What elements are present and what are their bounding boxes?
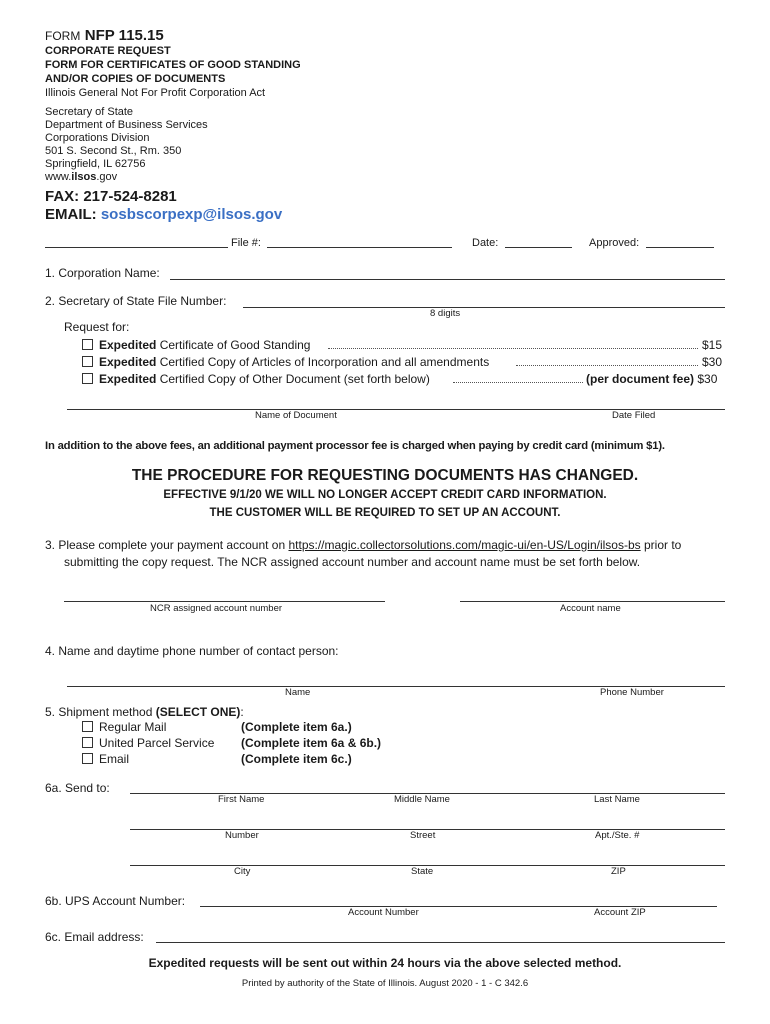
approved-label: Approved:	[589, 237, 640, 249]
web-prefix: www.	[45, 171, 72, 183]
checkbox-icon[interactable]	[82, 721, 93, 732]
checkbox-icon[interactable]	[82, 753, 93, 764]
street-label: Street	[410, 830, 436, 841]
fee-note: (per document fee)	[586, 372, 695, 386]
expedited-notice: Expedited requests will be sent out within 24 hours via the above selected method.	[148, 956, 622, 970]
shipment-note: (Complete item 6a & 6b.)	[241, 736, 382, 750]
shipment-label-text: 5. Shipment method	[45, 705, 153, 719]
processor-fee-notice: In addition to the above fees, an additional payment processor fee is charged when paying by credit card (minimum $1).	[45, 440, 665, 452]
request-option-articles[interactable]	[82, 355, 489, 369]
send-to-label: 6a. Send to:	[45, 781, 110, 795]
checkbox-icon[interactable]	[82, 373, 93, 384]
last-name-label: Last Name	[594, 794, 640, 805]
fee-value: $30	[697, 372, 718, 386]
payment-account-instruction	[45, 538, 681, 552]
phone-number-label: Phone Number	[600, 687, 664, 698]
file-label: File #:	[231, 237, 261, 249]
title-line: FORM FOR CERTIFICATES OF GOOD STANDING	[45, 59, 301, 71]
form-label: FORM	[45, 29, 81, 43]
shipment-note: (Complete item 6c.)	[241, 752, 352, 766]
option-label: Email	[99, 752, 130, 766]
apt-label: Apt./Ste. #	[595, 830, 640, 841]
corporation-name-label: 1. Corporation Name:	[45, 266, 160, 280]
file-number-line[interactable]	[267, 247, 452, 248]
fee-amount: $15	[702, 338, 723, 352]
file-number-label: 2. Secretary of State File Number:	[45, 294, 227, 308]
option-bold: Expedited	[99, 355, 157, 369]
leader-dots	[453, 382, 583, 383]
account-number-label: Account Number	[348, 907, 419, 918]
option-text: Certified Copy of Other Document (set forth below)	[159, 372, 430, 386]
shipment-option-regular-mail[interactable]	[82, 720, 166, 734]
shipment-method-label	[45, 705, 244, 719]
web-bold: ilsos	[71, 171, 97, 183]
leader-dots	[328, 348, 698, 349]
request-for-label: Request for:	[64, 320, 130, 334]
fee-amount-per-doc	[586, 372, 717, 386]
fee-amount: $30	[702, 355, 723, 369]
colon: :	[240, 705, 244, 719]
address-block	[45, 106, 208, 184]
request-option-good-standing[interactable]	[82, 338, 310, 352]
number-label: Number	[225, 830, 259, 841]
email-label: EMAIL:	[45, 206, 97, 223]
date-label: Date:	[472, 237, 499, 249]
email-address-line[interactable]	[156, 942, 725, 943]
name-of-document-label: Name of Document	[255, 410, 337, 421]
option-text: Certificate of Good Standing	[159, 338, 311, 352]
corporation-name-line[interactable]	[170, 279, 725, 280]
email-link[interactable]: sosbscorpexp@ilsos.gov	[100, 206, 283, 223]
middle-name-label: Middle Name	[394, 794, 450, 805]
payment-portal-link[interactable]: https://magic.collectorsolutions.com/magic-ui/en-US/Login/ilsos-bs	[288, 538, 641, 552]
option-label: Regular Mail	[99, 720, 167, 734]
select-one-note: (SELECT ONE)	[155, 705, 241, 719]
account-name-label: Account name	[560, 603, 621, 614]
option-bold: Expedited	[99, 372, 157, 386]
footer-authority: Printed by authority of the State of Illinois. August 2020 - 1 - C 342.6	[241, 978, 529, 989]
digits-hint: 8 digits	[430, 308, 461, 319]
city-label: City	[234, 866, 251, 877]
instruction-suffix: prior to	[643, 538, 682, 552]
act-name: Illinois General Not For Profit Corporation Act	[45, 87, 266, 99]
instruction-prefix: 3. Please complete your payment account on	[45, 538, 286, 552]
form-title	[45, 44, 301, 86]
first-name-label: First Name	[218, 794, 265, 805]
leader-dots	[516, 365, 698, 366]
address-line: Secretary of State	[45, 106, 134, 118]
form-number	[45, 27, 164, 45]
ups-account-label: 6b. UPS Account Number:	[45, 894, 186, 908]
web-suffix: .gov	[96, 171, 118, 183]
sos-file-number-line[interactable]	[243, 307, 725, 308]
procedure-line-1: EFFECTIVE 9/1/20 WE WILL NO LONGER ACCEPT CREDIT CARD INFORMATION.	[163, 489, 607, 501]
shipment-option-email[interactable]	[82, 752, 129, 766]
account-name-line[interactable]	[460, 601, 725, 602]
state-label: State	[411, 866, 434, 877]
date-line[interactable]	[505, 247, 572, 248]
ncr-account-number-line[interactable]	[64, 601, 385, 602]
title-line: CORPORATE REQUEST	[45, 45, 171, 57]
date-filed-label: Date Filed	[612, 410, 656, 421]
option-label: United Parcel Service	[99, 736, 215, 750]
email-line	[45, 206, 282, 223]
address-line: 501 S. Second St., Rm. 350	[45, 145, 182, 157]
shipment-note: (Complete item 6a.)	[241, 720, 352, 734]
procedure-heading: THE PROCEDURE FOR REQUESTING DOCUMENTS HAS CHANGED.	[131, 467, 639, 484]
office-blank-line[interactable]	[45, 247, 228, 248]
request-option-other-document[interactable]	[82, 372, 430, 386]
title-line: AND/OR COPIES OF DOCUMENTS	[45, 73, 226, 85]
fax-number: FAX: 217-524-8281	[45, 188, 177, 205]
email-address-label: 6c. Email address:	[45, 930, 144, 944]
account-zip-label: Account ZIP	[594, 907, 646, 918]
procedure-line-2: THE CUSTOMER WILL BE REQUIRED TO SET UP AN ACCOUNT.	[209, 507, 561, 519]
name-label: Name	[285, 687, 311, 698]
payment-account-instruction-2: submitting the copy request. The NCR assigned account number and account name must be set forth below.	[64, 555, 641, 569]
shipment-option-ups[interactable]	[82, 736, 214, 750]
form-number-value: NFP 115.15	[84, 27, 164, 44]
checkbox-icon[interactable]	[82, 339, 93, 350]
approved-line[interactable]	[646, 247, 714, 248]
ncr-account-number-label: NCR assigned account number	[150, 603, 283, 614]
address-line: Department of Business Services	[45, 119, 208, 131]
checkbox-icon[interactable]	[82, 356, 93, 367]
address-line: Corporations Division	[45, 132, 150, 144]
contact-person-label: 4. Name and daytime phone number of contact person:	[45, 644, 339, 658]
option-bold: Expedited	[99, 338, 157, 352]
checkbox-icon[interactable]	[82, 737, 93, 748]
website[interactable]	[45, 171, 208, 184]
address-line: Springfield, IL 62756	[45, 158, 146, 170]
option-text: Certified Copy of Articles of Incorporation and all amendments	[159, 355, 490, 369]
zip-label: ZIP	[611, 866, 626, 877]
